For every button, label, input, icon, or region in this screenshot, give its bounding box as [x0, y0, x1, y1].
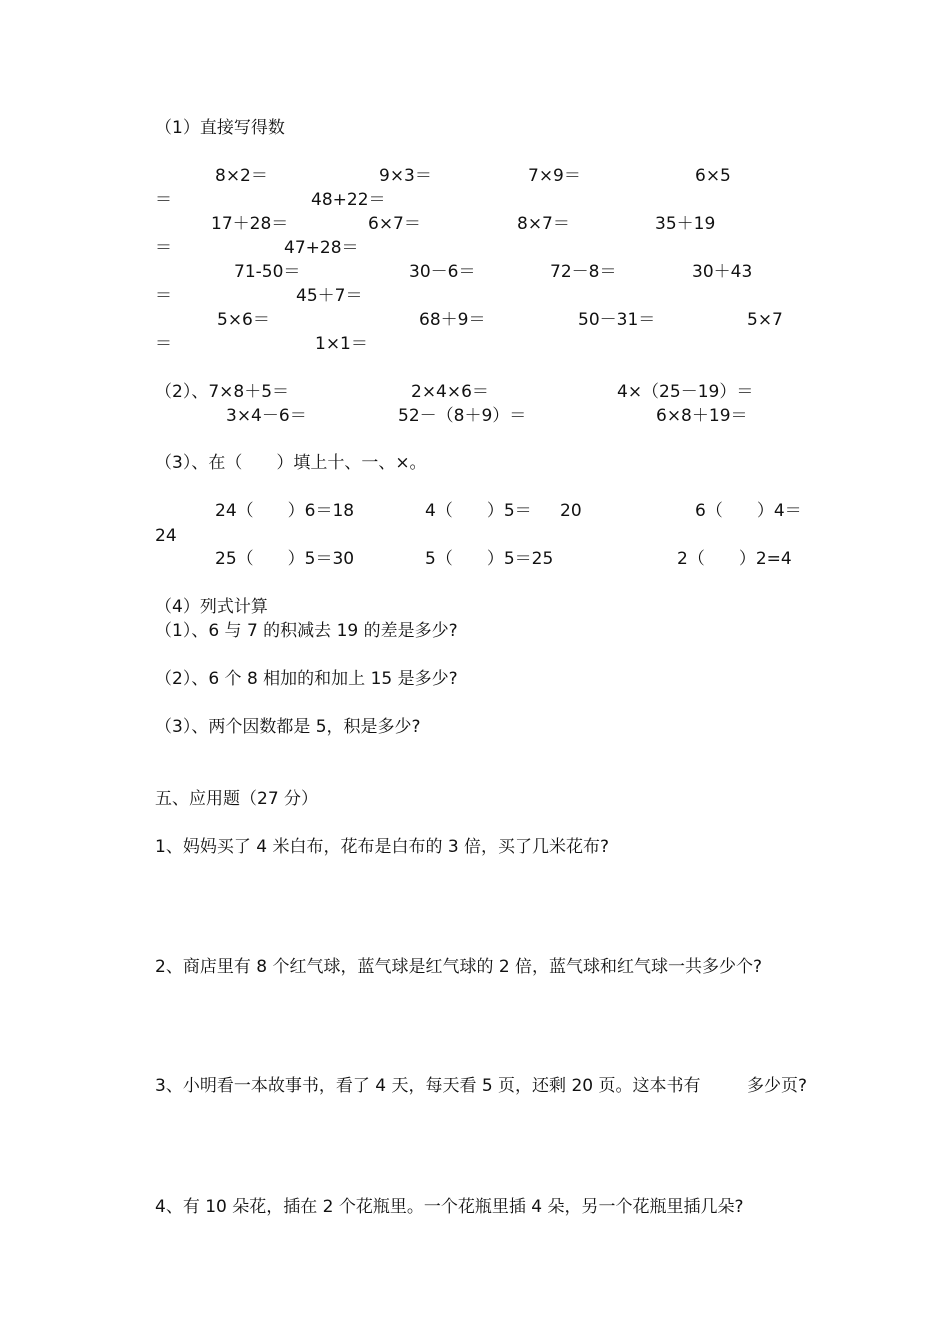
word-problem: 2、商店里有 8 个红气球，蓝气球是红气球的 2 倍，蓝气球和红气球一共多少个? — [155, 957, 763, 977]
problem: 5×7 — [747, 310, 783, 330]
problem: 71-50＝ — [234, 262, 301, 282]
question: （3）、两个因数都是 5，积是多少? — [155, 717, 421, 737]
problem: 25（ ）5＝30 — [215, 549, 355, 569]
problem: 45＋7＝ — [296, 286, 363, 306]
problem: 50－31＝ — [578, 310, 656, 330]
problem: 8×2＝ — [215, 166, 268, 186]
wrap-value: 24 — [155, 526, 177, 546]
equals-wrap: ＝ — [155, 334, 172, 354]
section-1-title: （1）直接写得数 — [155, 118, 285, 138]
equals-wrap: ＝ — [155, 286, 172, 306]
word-problem: 3、小明看一本故事书，看了 4 天，每天看 5 页，还剩 20 页。这本书有 — [155, 1076, 701, 1096]
problem: （2）、7×8＋5＝ — [155, 382, 290, 402]
problem: 30－6＝ — [409, 262, 476, 282]
problem: 47+28＝ — [284, 238, 359, 258]
problem: 6（ ）4＝ — [695, 501, 802, 521]
section-4-title: （4）列式计算 — [155, 597, 268, 617]
problem: 7×9＝ — [528, 166, 581, 186]
problem-answer: 20 — [560, 501, 582, 521]
problem: 35＋19 — [655, 214, 716, 234]
word-problem-continued: 多少页? — [747, 1076, 808, 1096]
problem: 48+22＝ — [311, 190, 386, 210]
problem: 2（ ）2=4 — [677, 549, 792, 569]
word-problem: 1、妈妈买了 4 米白布，花布是白布的 3 倍，买了几米花布? — [155, 837, 610, 857]
equals-wrap: ＝ — [155, 190, 172, 210]
problem: 9×3＝ — [379, 166, 432, 186]
problem: 24（ ）6＝18 — [215, 501, 355, 521]
question: （1）、6 与 7 的积减去 19 的差是多少? — [155, 621, 458, 641]
problem: 6×7＝ — [368, 214, 421, 234]
problem: 52－（8＋9）＝ — [398, 406, 527, 426]
problem: 68＋9＝ — [419, 310, 486, 330]
problem: 30＋43 — [692, 262, 753, 282]
section-3-title: （3）、在（ ）填上十、一、×。 — [155, 453, 427, 473]
problem: 6×8＋19＝ — [656, 406, 748, 426]
problem: 1×1＝ — [315, 334, 368, 354]
question: （2）、6 个 8 相加的和加上 15 是多少? — [155, 669, 458, 689]
problem: 5（ ）5＝25 — [425, 549, 554, 569]
equals-wrap: ＝ — [155, 238, 172, 258]
problem: 8×7＝ — [517, 214, 570, 234]
problem: 3×4－6＝ — [226, 406, 307, 426]
problem: 5×6＝ — [217, 310, 270, 330]
problem: 4（ ）5＝ — [425, 501, 532, 521]
problem: 2×4×6＝ — [411, 382, 489, 402]
problem: 17＋28＝ — [211, 214, 289, 234]
problem: 72－8＝ — [550, 262, 617, 282]
problem: 6×5 — [695, 166, 731, 186]
section-5-title: 五、应用题（27 分） — [155, 789, 319, 809]
problem: 4×（25－19）＝ — [617, 382, 754, 402]
word-problem: 4、有 10 朵花，插在 2 个花瓶里。一个花瓶里插 4 朵，另一个花瓶里插几朵? — [155, 1197, 744, 1217]
